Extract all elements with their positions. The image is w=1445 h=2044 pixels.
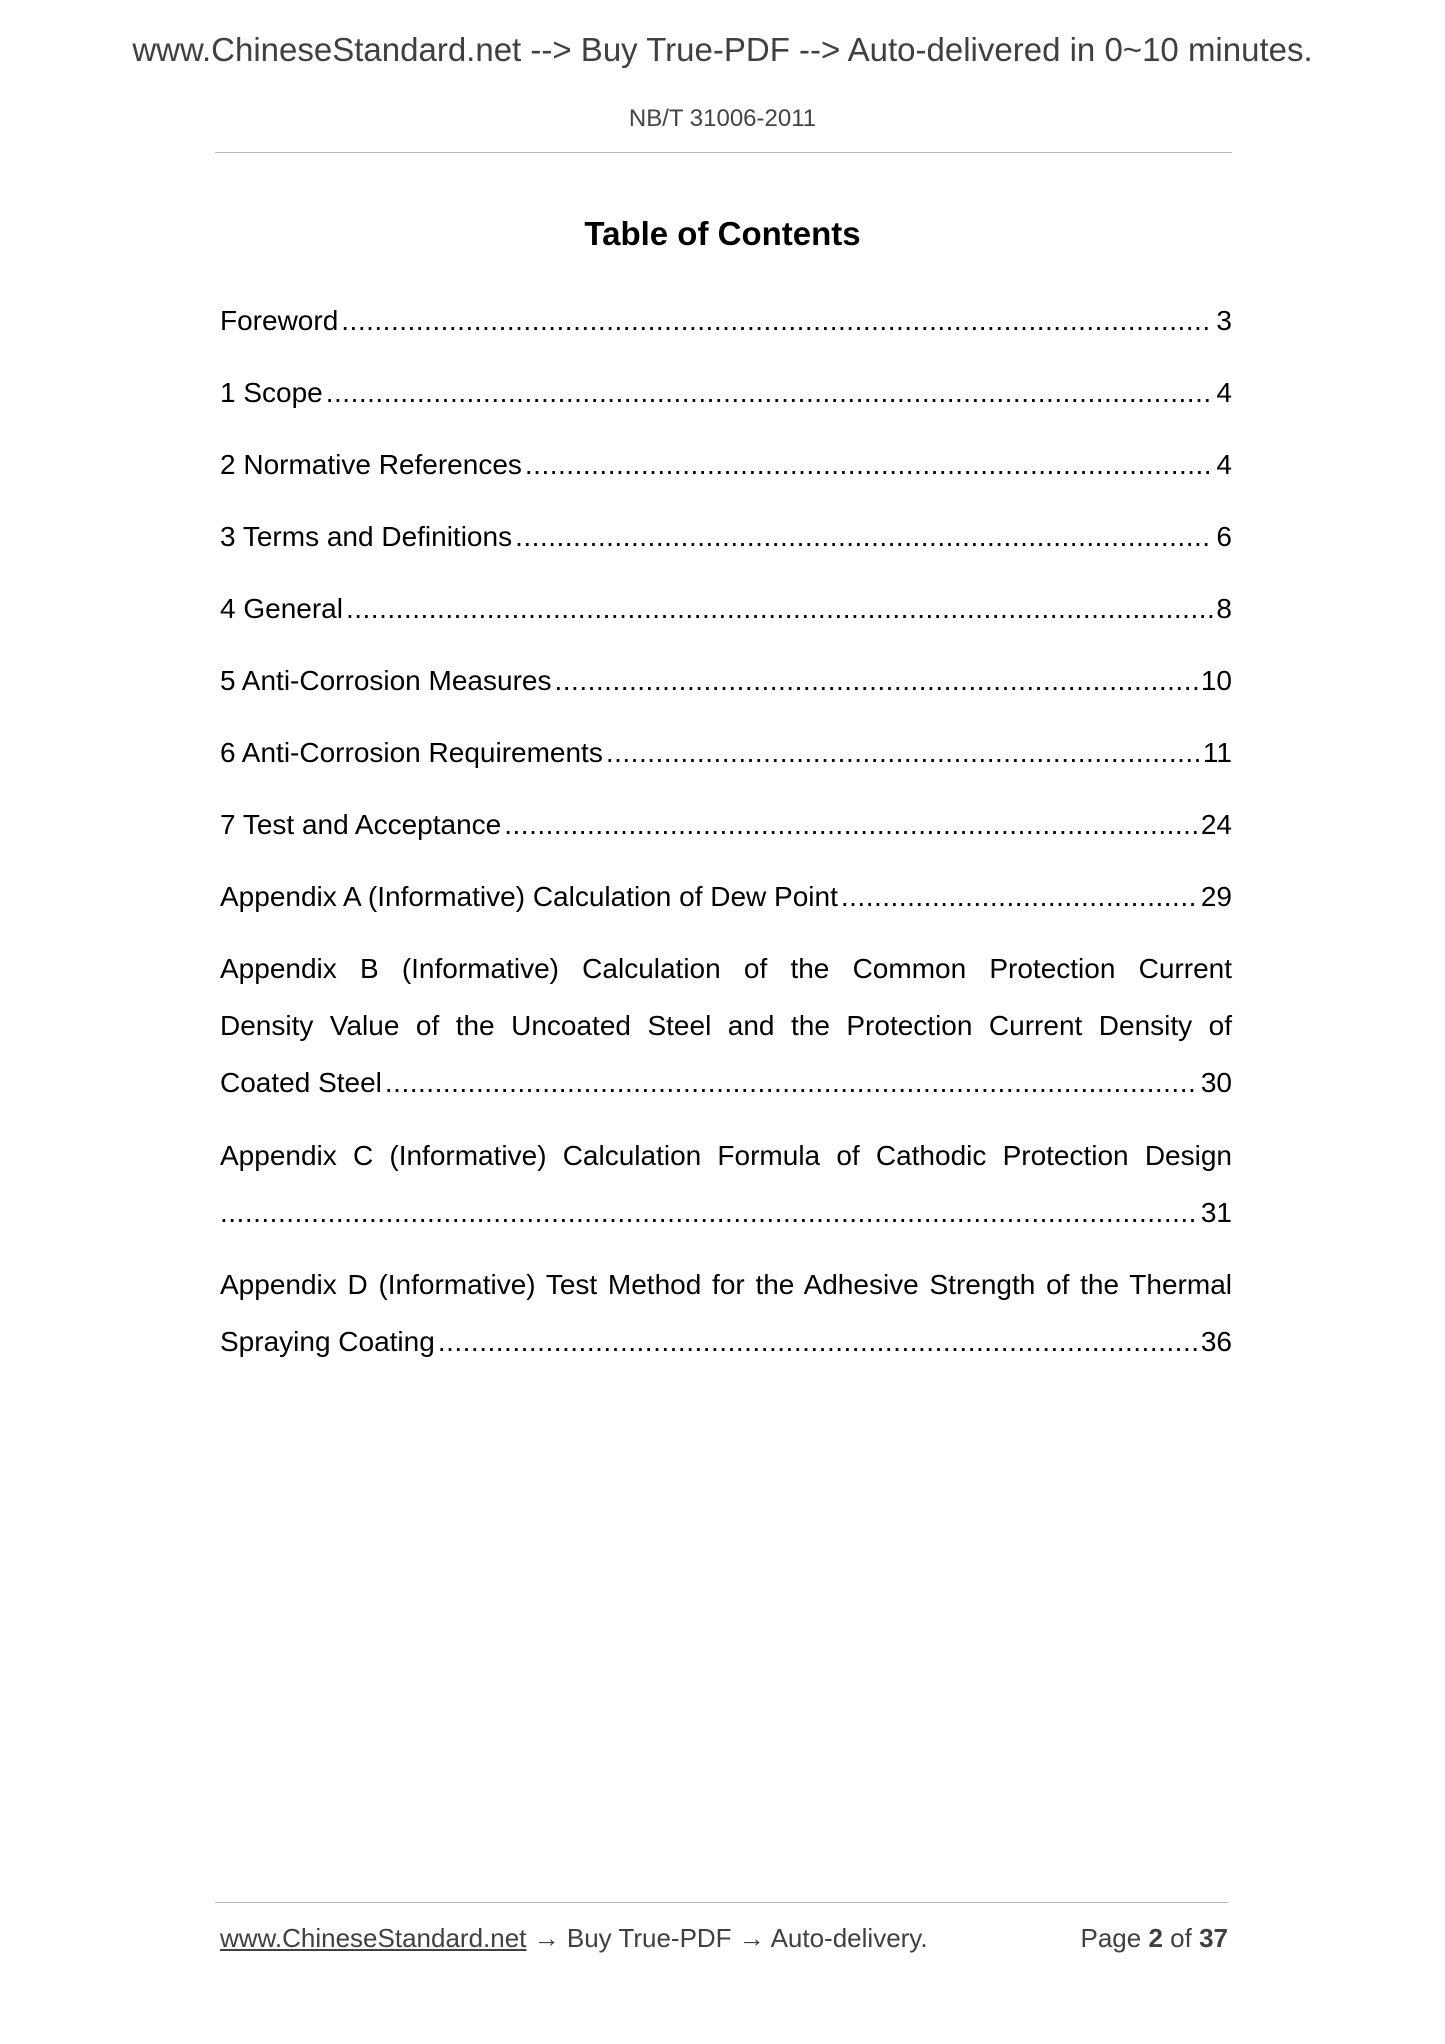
dot-leader xyxy=(515,508,1213,565)
dot-leader xyxy=(554,652,1197,709)
toc-entry-label: Foreword xyxy=(220,305,339,336)
footer-tagline: → Buy True-PDF → Auto-delivery. xyxy=(526,1923,928,1953)
toc-entry-page: 6 xyxy=(1216,521,1232,552)
toc-entry-appendix-b[interactable] xyxy=(220,940,1232,1111)
toc-entry-label: Appendix A (Informative) Calculation of Dew Point xyxy=(220,881,838,912)
toc-entry-appendix-d[interactable] xyxy=(220,1256,1232,1370)
toc-entry-label: Spraying Coating xyxy=(220,1326,435,1357)
total-page-number: 37 xyxy=(1199,1923,1228,1953)
page-indicator xyxy=(1080,1920,1228,1956)
toc-entry-page: 29 xyxy=(1200,881,1232,912)
toc-entry-label: 7 Test and Acceptance xyxy=(220,809,502,840)
toc-entry-label: 5 Anti-Corrosion Measures xyxy=(220,665,552,696)
footer-left xyxy=(220,1920,928,1956)
toc-entry-appendix-a[interactable] xyxy=(220,868,1232,925)
of-word: of xyxy=(1170,1923,1192,1953)
dot-leader xyxy=(385,1054,1198,1111)
toc-entry-page: 3 xyxy=(1216,305,1232,336)
toc-entry-label: 2 Normative References xyxy=(220,449,522,480)
toc-entry-label: 3 Terms and Definitions xyxy=(220,521,513,552)
dot-leader xyxy=(438,1313,1198,1370)
toc-entry-general[interactable] xyxy=(220,580,1232,637)
toc-entry-label: 4 General xyxy=(220,593,343,624)
toc-entry-page: 30 xyxy=(1200,1067,1232,1098)
standard-code: NB/T 31006-2011 xyxy=(628,105,817,132)
dot-leader xyxy=(341,292,1213,349)
toc-entry-normative-references[interactable] xyxy=(220,436,1232,493)
dot-leader xyxy=(326,364,1214,421)
footer-divider xyxy=(215,1902,1228,1903)
toc-entry-page: 36 xyxy=(1200,1326,1232,1357)
page-word: Page xyxy=(1080,1923,1142,1953)
dot-leader xyxy=(504,796,1198,853)
toc-entry-page: 24 xyxy=(1200,809,1232,840)
toc-entry-text-line: Appendix C (Informative) Calculation Formula of Cathodic Protection Design xyxy=(220,1140,1232,1171)
toc-entry-appendix-c[interactable] xyxy=(220,1127,1232,1241)
dot-leader xyxy=(220,1184,1198,1241)
page-footer xyxy=(220,1920,1228,1956)
toc-entry-anti-corrosion-requirements[interactable] xyxy=(220,724,1232,781)
website-link[interactable]: www.ChineseStandard.net xyxy=(220,1923,527,1953)
toc-entry-label: 6 Anti-Corrosion Requirements xyxy=(220,737,603,768)
toc-entry-label: 1 Scope xyxy=(220,377,323,408)
toc-entry-page: 4 xyxy=(1216,449,1232,480)
toc-entry-terms-definitions[interactable] xyxy=(220,508,1232,565)
dot-leader xyxy=(346,580,1213,637)
toc-entry-page: 4 xyxy=(1216,377,1232,408)
toc-entry-label: Coated Steel xyxy=(220,1067,382,1098)
toc-title: Table of Contents xyxy=(584,215,861,252)
toc-entry-page: 31 xyxy=(1200,1197,1232,1228)
toc-entry-test-acceptance[interactable] xyxy=(220,796,1232,853)
toc-entry-text-line: Appendix D (Informative) Test Method for the Adhesive Strength of the Thermal xyxy=(220,1269,1232,1300)
toc-entry-page: 10 xyxy=(1200,665,1232,696)
current-page-number: 2 xyxy=(1148,1923,1163,1953)
header-divider xyxy=(215,152,1232,153)
dot-leader xyxy=(606,724,1200,781)
toc-entry-page: 8 xyxy=(1216,593,1232,624)
toc-entry-text-line: Appendix B (Informative) Calculation of the Common Protection Current xyxy=(220,953,1232,984)
toc-entry-scope[interactable] xyxy=(220,364,1232,421)
header-banner: www.ChineseStandard.net --> Buy True-PDF --> Auto-delivered in 0~10 minutes. xyxy=(132,31,1313,68)
toc-entry-anti-corrosion-measures[interactable] xyxy=(220,652,1232,709)
dot-leader xyxy=(841,868,1198,925)
toc-entry-text-line: Density Value of the Uncoated Steel and the Protection Current Density of xyxy=(220,1010,1232,1041)
toc-entry-foreword[interactable] xyxy=(220,292,1232,349)
toc-entry-page: 11 xyxy=(1202,737,1232,768)
dot-leader xyxy=(525,436,1214,493)
